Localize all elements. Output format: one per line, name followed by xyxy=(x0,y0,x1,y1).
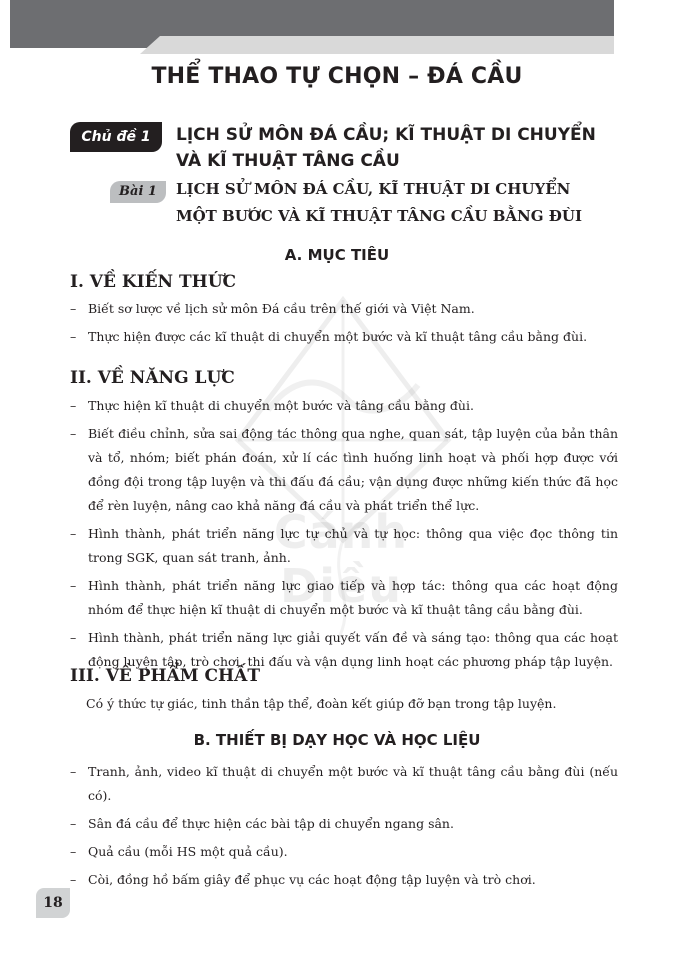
list-item xyxy=(70,422,618,518)
competence-heading: II. VỀ NĂNG LỰC xyxy=(70,368,235,388)
watermark-text: Cánh Diều xyxy=(273,505,409,613)
section-a-title: A. MỤC TIÊU xyxy=(284,246,390,264)
list-item xyxy=(70,760,618,808)
dash: – xyxy=(70,764,77,779)
list-item-text: Còi, đồng hồ bấm giây để phục vụ các hoạt động tập luyện và trò chơi. xyxy=(88,872,536,887)
list-item-text: Tranh, ảnh, video kĩ thuật di chuyển một bước và kĩ thuật tâng cầu bằng đùi (nếu có). xyxy=(88,764,618,803)
page-number: 18 xyxy=(36,888,70,918)
dash: – xyxy=(70,398,77,413)
list-item-text: Sân đá cầu để thực hiện các bài tập di chuyển ngang sân. xyxy=(88,816,454,831)
list-item-text: Hình thành, phát triển năng lực giải quyết vấn đề và sáng tạo: thông qua các hoạt động luyện tập, trò chơi, thi đấu và vận dụng linh hoạt các phương pháp tập luyện. xyxy=(88,630,618,669)
competence-list xyxy=(70,394,618,678)
header-band-accent xyxy=(140,36,614,54)
list-item-text: Thực hiện kĩ thuật di chuyển một bước và tâng cầu bằng đùi. xyxy=(88,398,474,413)
list-item-text: Biết sơ lược về lịch sử môn Đá cầu trên thế giới và Việt Nam. xyxy=(88,301,475,316)
quality-text: Có ý thức tự giác, tinh thần tập thể, đoàn kết giúp đỡ bạn trong tập luyện. xyxy=(86,696,557,711)
list-item-text: Quả cầu (mỗi HS một quả cầu). xyxy=(88,844,288,859)
dash: – xyxy=(70,872,77,887)
page-title: THỂ THAO TỰ CHỌN – ĐÁ CẦU xyxy=(151,64,523,89)
knowledge-heading: I. VỀ KIẾN THỨC xyxy=(70,272,237,292)
topic-title-line: VÀ KĨ THUẬT TÂNG CẦU xyxy=(176,151,400,171)
dash: – xyxy=(70,844,77,859)
dash: – xyxy=(70,329,77,344)
list-item xyxy=(70,394,618,418)
topic-title xyxy=(176,122,636,174)
knowledge-list xyxy=(70,297,618,353)
list-item-text: Hình thành, phát triển năng lực giao tiếp và hợp tác: thông qua các hoạt động nhóm để thực hiện kĩ thuật di chuyển một bước và kĩ thuật tâng cầu bằng đùi. xyxy=(88,578,618,617)
list-item xyxy=(70,812,618,836)
dash: – xyxy=(70,578,77,593)
list-item xyxy=(70,868,618,892)
list-item xyxy=(70,522,618,570)
lesson-title xyxy=(176,176,636,230)
topic-badge: Chủ đề 1 xyxy=(70,122,162,152)
dash: – xyxy=(70,630,77,645)
list-item xyxy=(70,325,618,349)
list-item xyxy=(70,840,618,864)
list-item xyxy=(70,297,618,321)
dash: – xyxy=(70,816,77,831)
lesson-badge: Bài 1 xyxy=(110,181,166,203)
dash: – xyxy=(70,526,77,541)
dash: – xyxy=(70,426,77,441)
topic-title-line: LỊCH SỬ MÔN ĐÁ CẦU; KĨ THUẬT DI CHUYỂN xyxy=(176,125,596,145)
section-b-title: B. THIẾT BỊ DẠY HỌC VÀ HỌC LIỆU xyxy=(193,731,481,749)
lesson-title-line: MỘT BƯỚC VÀ KĨ THUẬT TÂNG CẦU BẰNG ĐÙI xyxy=(176,207,582,225)
quality-heading: III. VỀ PHẨM CHẤT xyxy=(70,666,260,686)
dash: – xyxy=(70,301,77,316)
list-item-text: Biết điều chỉnh, sửa sai động tác thông qua nghe, quan sát, tập luyện của bản thân và tổ, nhóm; biết phán đoán, xử lí các tình huống linh hoạt và phối hợp được với đồng đội trong tập luyện và thi đấu đá cầu; vận dụng được những kiến thức đã học để rèn luyện, nâng cao khả năng đá cầu và phát triển thể lực. xyxy=(88,426,618,513)
list-item-text: Hình thành, phát triển năng lực tự chủ và tự học: thông qua việc đọc thông tin trong SGK, quan sát tranh, ảnh. xyxy=(88,526,618,565)
list-item xyxy=(70,574,618,622)
list-item-text: Thực hiện được các kĩ thuật di chuyển một bước và kĩ thuật tâng cầu bằng đùi. xyxy=(88,329,588,344)
lesson-title-line: LỊCH SỬ MÔN ĐÁ CẦU, KĨ THUẬT DI CHUYỂN xyxy=(176,180,571,198)
equipment-list xyxy=(70,760,618,896)
